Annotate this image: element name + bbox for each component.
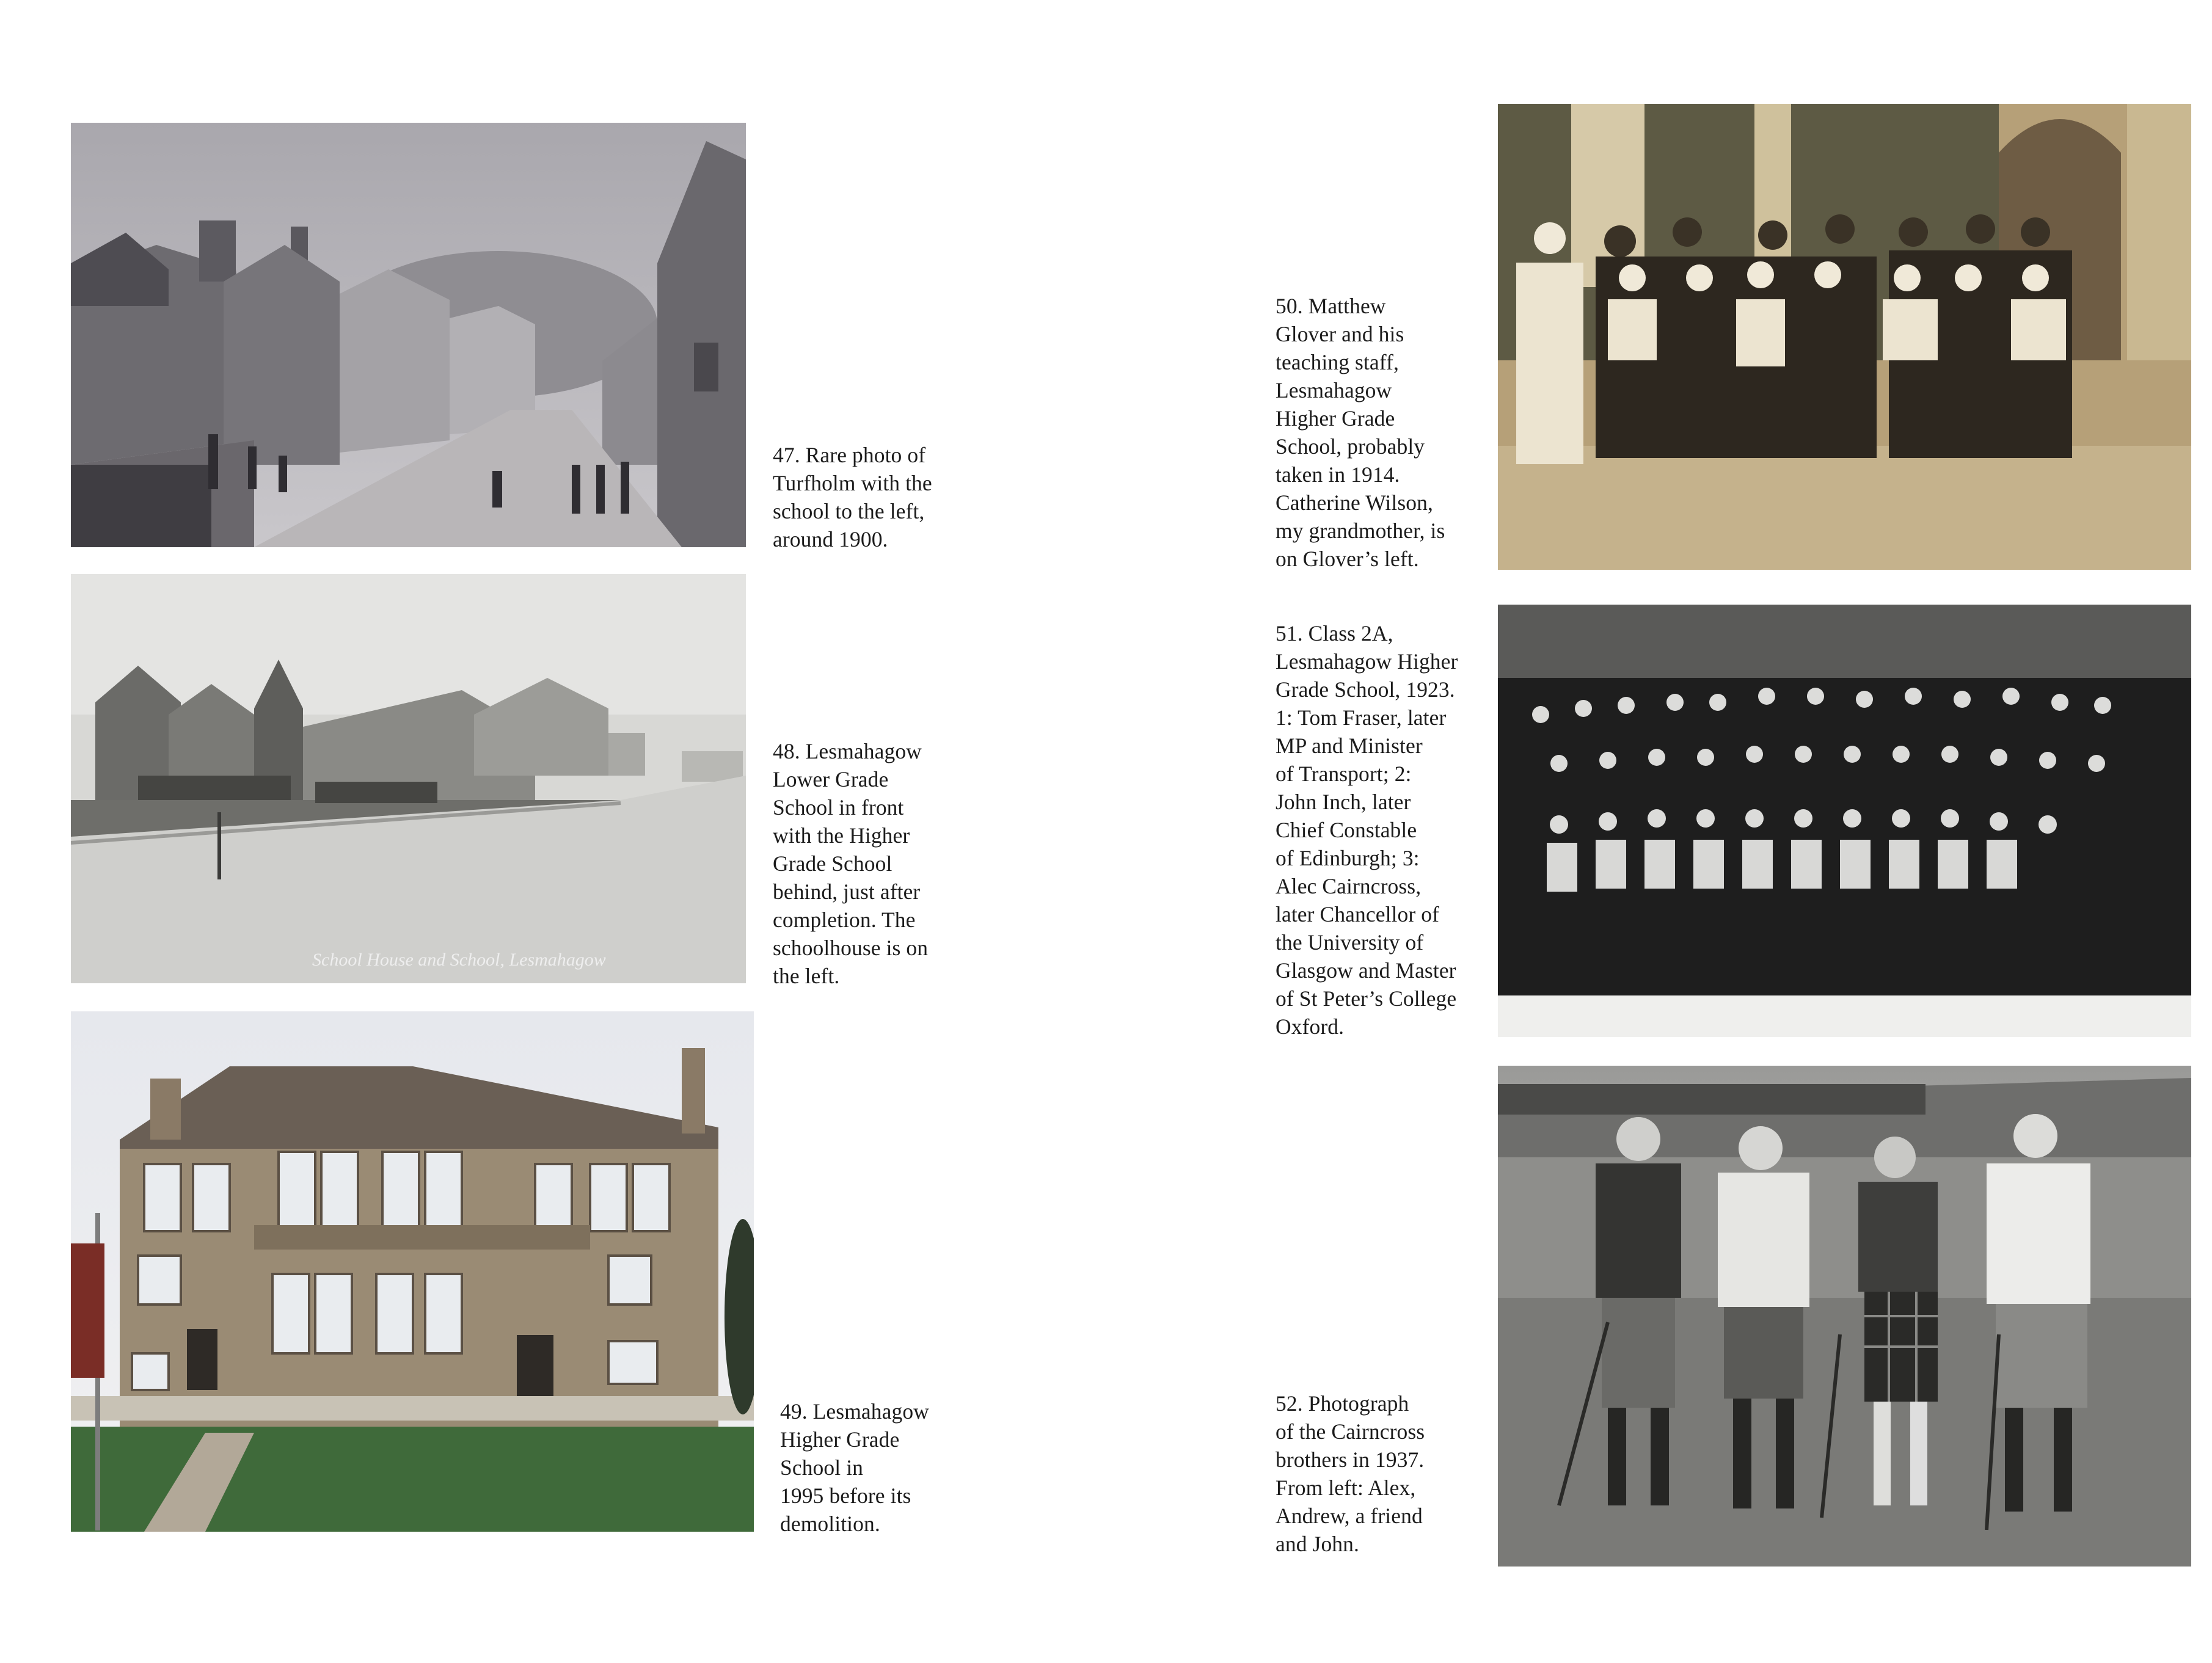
photo-51-class-2a [1498, 605, 2191, 1037]
postcard-caption-text: School House and School, Lesmahagow [312, 950, 606, 970]
caption-52: 52. Photograph of the Cairncross brothers in 1937. From left: Alex, Andrew, a friend and John. [1276, 1391, 1425, 1556]
photo-50-teaching-staff [1498, 104, 2191, 570]
photo-52-cairncross-brothers [1498, 1066, 2191, 1567]
photo-49-higher-grade-school-1995 [71, 1011, 754, 1532]
photo-48-lower-grade-school-postcard [71, 574, 746, 983]
caption-49: 49. Lesmahagow Higher Grade School in 1995 before its demolition. [780, 1399, 929, 1536]
photo-47-turfholm-street [71, 123, 746, 547]
caption-47: 47. Rare photo of Turfholm with the school to the left, around 1900. [773, 443, 932, 551]
caption-50: 50. Matthew Glover and his teaching staff, Lesmahagow Higher Grade School, probably taken in 1914. Catherine Wilson, my grandmother, is on Glover’s left. [1276, 294, 1445, 571]
caption-48: 48. Lesmahagow Lower Grade School in front with the Higher Grade School behind, just after completion. The schoolhouse is on the left. [773, 739, 929, 988]
caption-51: 51. Class 2A, Lesmahagow Higher Grade School, 1923. 1: Tom Fraser, later MP and Minister of Transport; 2: John Inch, later Chief Constable of Edinburgh; 3: Alec Cairncross, later Chancellor of the University of Glasgow and Master of St Peter’s College Oxford. [1276, 621, 1458, 1039]
